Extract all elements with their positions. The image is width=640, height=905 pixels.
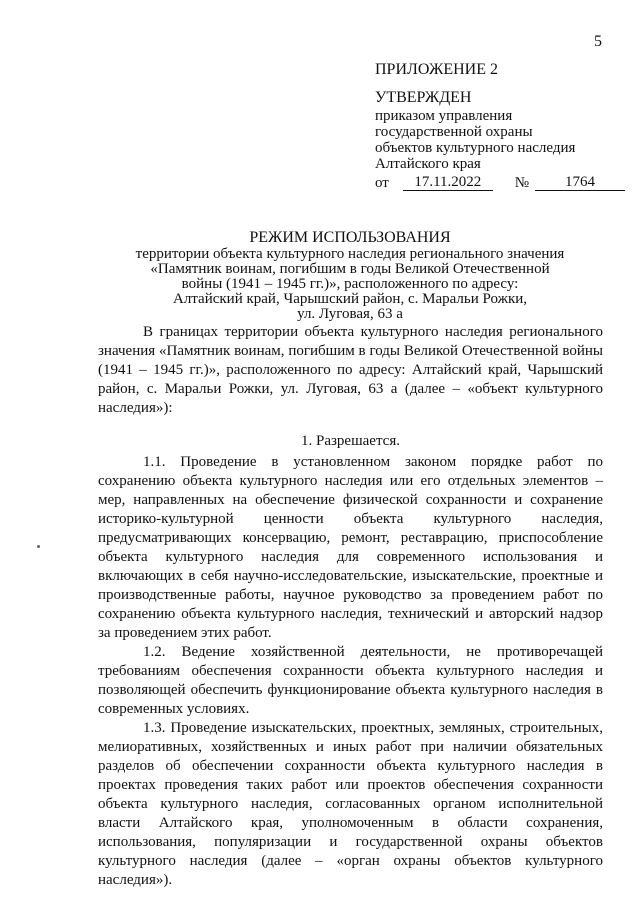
title-main: РЕЖИМ ИСПОЛЬЗОВАНИЯ xyxy=(249,229,451,246)
page-number: 5 xyxy=(594,33,602,50)
title-line: территории объекта культурного наследия регионального значения xyxy=(135,246,565,262)
item-paragraph: 1.1. Проведение в установленном законом порядке работ по сохранению объекта культурного наследия или его отдельных элементов – мер, направленных на обеспечение физической сохранности и сохранение историко-культурной ценности объекта культурного наследия, предусматривающих консервацию, ремонт, реставрацию, приспособление объекта культурного наследия для современного использования и включающих в себя научно-исследовательские, изыскательские, проектные и производственные работы, научное руководство за проведением работ по сохранению объекта культурного наследия, технический и авторский надзор за проведением этих работ. xyxy=(98,454,603,641)
document-body xyxy=(98,323,603,890)
appendix-label: ПРИЛОЖЕНИЕ 2 xyxy=(375,61,499,78)
order-date: 17.11.2022 xyxy=(403,174,493,191)
approval-block xyxy=(375,60,625,191)
title-line: ул. Луговая, 63 а xyxy=(297,306,403,322)
order-line xyxy=(375,174,625,191)
number-label: № xyxy=(514,175,530,191)
scan-dot xyxy=(37,545,40,548)
approval-line: приказом управления xyxy=(375,108,513,124)
document-title xyxy=(100,228,600,322)
section-heading: 1. Разрешается. xyxy=(301,433,400,449)
title-line: Алтайский край, Чарышский район, с. Маральи Рожки, xyxy=(172,291,528,307)
item-paragraph: 1.2. Ведение хозяйственной деятельности, не противоречащей требованиям обеспечения сохранности объекта культурного наследия и позволяющей обеспечить функционирование объекта культурного наследия в современных условиях. xyxy=(98,644,603,717)
from-label: от xyxy=(375,175,389,191)
approval-line: объектов культурного наследия xyxy=(375,140,576,156)
approval-line: государственной охраны xyxy=(375,124,533,140)
title-line: войны (1941 – 1945 гг.)», расположенного по адресу: xyxy=(181,276,519,292)
item-paragraph: 1.3. Проведение изыскательских, проектных, земляных, строительных, мелиоративных, хозяйственных и иных работ при наличии обязательных разделов об обеспечении сохранности объекта культурного наследия в проектах проведения таких работ или проектов обеспечения сохранности объекта культурного наследия, согласованных органом исполнительной власти Алтайского края, уполномоченным в области сохранения, использования, популяризации и государственной охраны объектов культурного наследия (далее – «орган охраны объектов культурного наследия»). xyxy=(98,720,603,888)
approval-line: Алтайского края xyxy=(375,156,481,172)
intro-paragraph: В границах территории объекта культурного наследия регионального значения «Памятник воинам, погибшим в годы Великой Отечественной войны (1941 – 1945 гг.)», расположенного по адресу: Алтайский край, Чарышский район, с. Маральи Рожки, ул. Луговая, 63 а (далее – «объект культурного наследия»): xyxy=(98,324,603,416)
title-line: «Памятник воинам, погибшим в годы Великой Отечественной xyxy=(150,261,550,277)
order-number: 1764 xyxy=(535,174,625,191)
approved-label: УТВЕРЖДЕН xyxy=(375,89,472,106)
